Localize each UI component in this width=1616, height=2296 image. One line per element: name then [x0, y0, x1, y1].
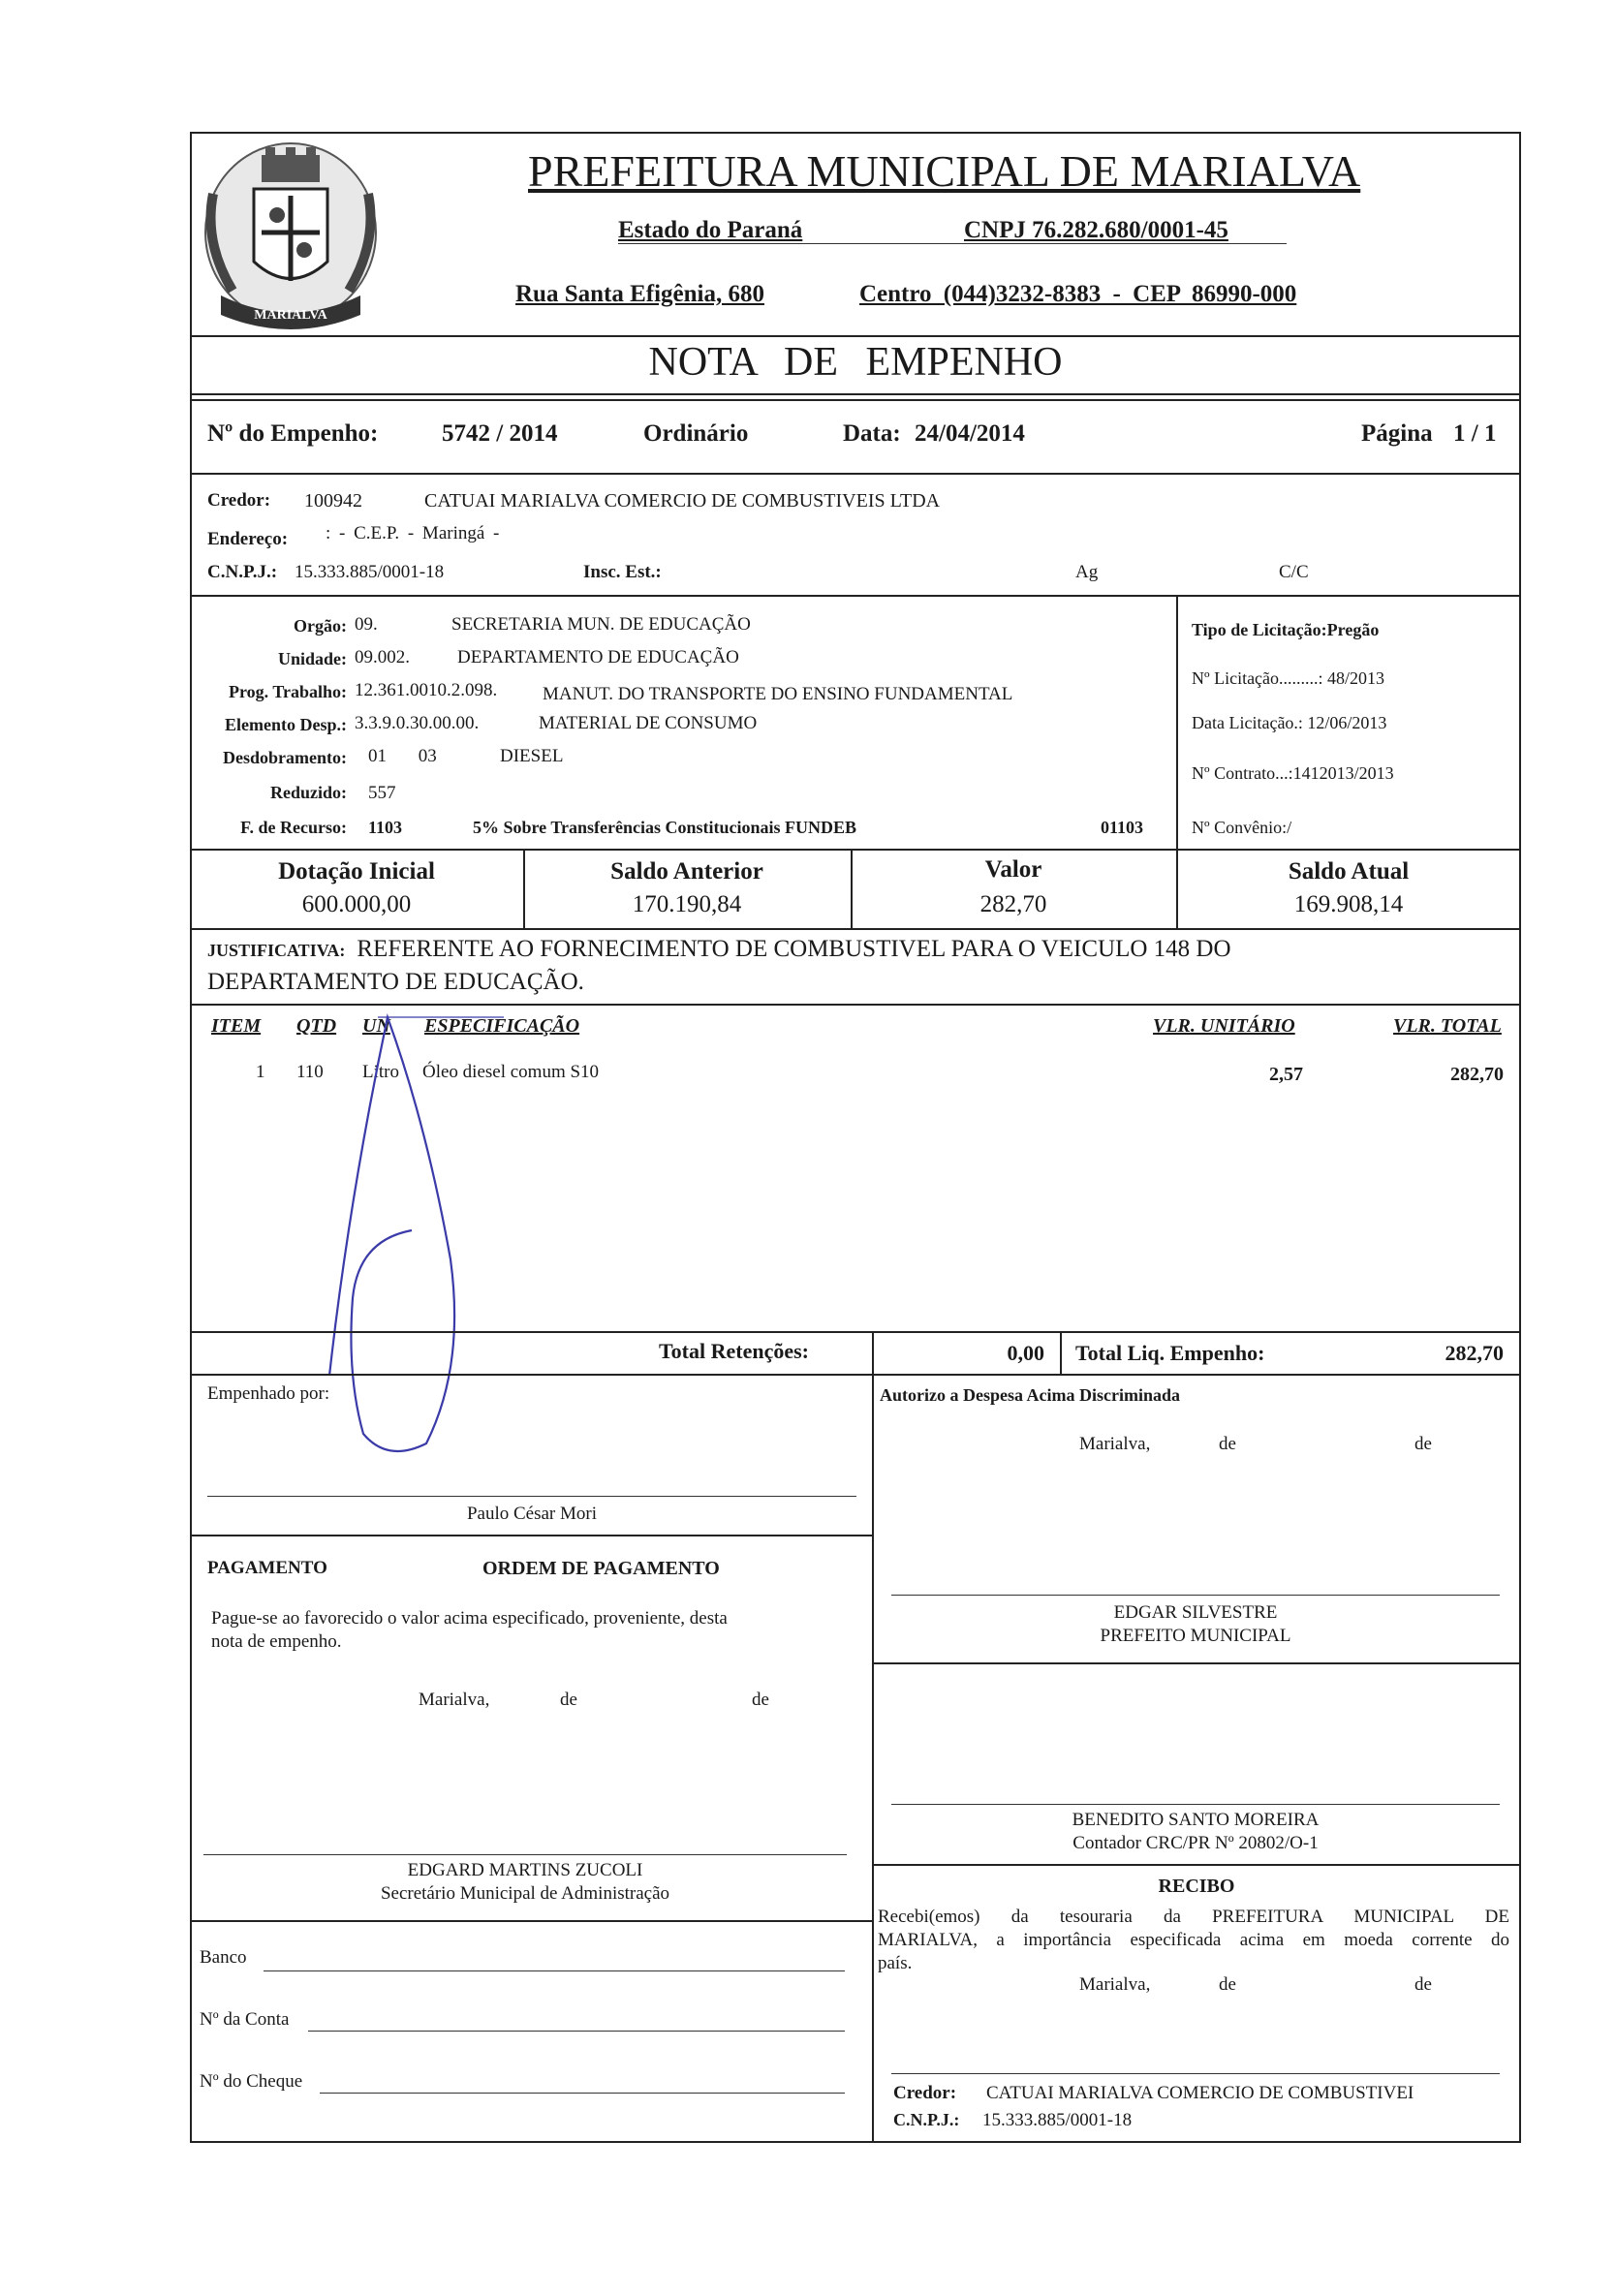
total-retencoes-value: 0,00 [1007, 1341, 1044, 1365]
unidade-label: Unidade: [277, 649, 347, 668]
recibo-signature-line [891, 2073, 1500, 2074]
state-name: Estado do Paraná [618, 217, 803, 243]
recibo-cnpj-label: C.N.P.J.: [893, 2110, 960, 2129]
saldo-anterior-value: 170.190,84 [632, 891, 742, 917]
col-header-item: ITEM [211, 1015, 262, 1037]
empenhado-label: Empenhado por: [207, 1383, 330, 1404]
credor-address-label: Endereço: [207, 529, 289, 549]
banco-field[interactable] [264, 1970, 845, 1971]
municipality-title: PREFEITURA MUNICIPAL DE MARIALVA [528, 146, 1361, 196]
secretario-name: EDGARD MARTINS ZUCOLI [407, 1860, 643, 1880]
divider-recibo [872, 1864, 1521, 1866]
saldo-atual-value: 169.908,14 [1293, 891, 1404, 917]
credor-label: Credor: [207, 490, 271, 511]
elemento-label: Elemento Desp.: [225, 715, 347, 734]
empenhado-signature-line [207, 1496, 856, 1497]
divider-items [190, 1331, 1521, 1333]
conta-label: Nº da Conta [200, 2009, 290, 2030]
crest-logo [194, 136, 388, 339]
divider-contador [872, 1662, 1521, 1664]
empenho-date: 24/04/2014 [915, 420, 1025, 447]
recibo-city: Marialva, [1079, 1974, 1151, 1995]
credor-code: 100942 [304, 490, 362, 512]
justificativa-line-2: DEPARTAMENTO DE EDUCAÇÃO. [207, 969, 584, 995]
pague-line-2: nota de empenho. [211, 1631, 342, 1652]
empenho-date-label: Data: [843, 420, 901, 447]
licitacao-convenio: Nº Convênio:/ [1192, 818, 1292, 837]
divider-licitacao-v [1176, 595, 1178, 851]
orgao-code: 09. [355, 614, 378, 635]
pagamento-de-2: de [752, 1690, 769, 1710]
recibo-label: RECIBO [1158, 1876, 1235, 1897]
item-qty: 110 [296, 1062, 324, 1082]
recibo-cnpj: 15.333.885/0001-18 [982, 2110, 1133, 2130]
reduzido-label: Reduzido: [269, 783, 347, 802]
elemento-name: MATERIAL DE CONSUMO [539, 713, 758, 733]
contador-name: BENEDITO SANTO MOREIRA [1072, 1810, 1320, 1830]
municipality-address: Rua Santa Efigênia, 680 [515, 281, 764, 307]
autorizo-label: Autorizo a Despesa Acima Discriminada [880, 1385, 1180, 1405]
banco-label: Banco [200, 1947, 247, 1968]
prefeito-role: PREFEITO MUNICIPAL [1100, 1626, 1291, 1646]
licitacao-data: Data Licitação.: 12/06/2013 [1192, 713, 1387, 732]
credor-name: CATUAI MARIALVA COMERCIO DE COMBUSTIVEIS LTDA [424, 490, 941, 512]
col-header-qtd: QTD [296, 1015, 337, 1037]
licitacao-numero: Nº Licitação.........: 48/2013 [1192, 668, 1385, 688]
recurso-label: F. de Recurso: [240, 818, 347, 837]
empenho-number: 5742 / 2014 [442, 420, 558, 447]
divider-justificativa [190, 1004, 1521, 1006]
empenhado-name: Paulo César Mori [466, 1504, 598, 1524]
justificativa-label: JUSTIFICATIVA: [207, 941, 346, 960]
saldo-atual-label: Saldo Atual [1288, 858, 1410, 884]
conta-field[interactable] [308, 2031, 845, 2032]
credor-cnpj-label: C.N.P.J.: [207, 562, 278, 582]
desdobramento-code: 01 03 [368, 746, 437, 766]
municipality-cnpj: CNPJ 76.282.680/0001-45 [964, 217, 1228, 243]
divider-classification [190, 849, 1521, 851]
prefeito-name: EDGAR SILVESTRE [1113, 1602, 1278, 1623]
divider-totals-1 [872, 1331, 874, 1374]
cheque-field[interactable] [320, 2093, 845, 2094]
cheque-label: Nº do Cheque [200, 2071, 303, 2092]
credor-address: : - C.E.P. - Maringá - [326, 523, 500, 543]
recibo-de-2: de [1414, 1974, 1432, 1995]
col-header-un: UN [362, 1015, 390, 1037]
contador-role: Contador CRC/PR Nº 20802/O-1 [1072, 1833, 1319, 1853]
divider-totals-2 [1060, 1331, 1062, 1374]
document-title: NOTA DE EMPENHO [648, 340, 1063, 385]
recibo-credor-label: Credor: [893, 2083, 957, 2103]
divider-values [190, 928, 1521, 930]
item-total-value: 282,70 [1450, 1064, 1504, 1085]
item-unit: Litro [362, 1062, 399, 1082]
desdobramento-label: Desdobramento: [223, 748, 347, 767]
justificativa-line-1: REFERENTE AO FORNECIMENTO DE COMBUSTIVEL PARA O VEICULO 148 DO [357, 936, 1231, 962]
empenho-type: Ordinário [643, 420, 749, 447]
secretario-signature-line [203, 1854, 847, 1855]
unidade-name: DEPARTAMENTO DE EDUCAÇÃO [457, 647, 739, 667]
total-liq-label: Total Liq. Empenho: [1075, 1341, 1265, 1365]
justificativa-block [207, 936, 1506, 963]
valor-label: Valor [984, 856, 1042, 883]
divider-header [190, 335, 1521, 337]
col-header-unit-value: VLR. UNITÁRIO [1153, 1015, 1295, 1037]
cc-label: C/C [1279, 562, 1309, 582]
secretario-role: Secretário Municipal de Administração [380, 1883, 670, 1904]
divider-lower-v [872, 1374, 874, 2143]
autorizo-city: Marialva, [1079, 1434, 1151, 1454]
recibo-line-3: país. [878, 1953, 913, 1973]
divider-pagamento [190, 1535, 872, 1536]
item-spec: Óleo diesel comum S10 [422, 1062, 600, 1082]
recibo-credor-name: CATUAI MARIALVA COMERCIO DE COMBUSTIVEI [986, 2083, 1414, 2103]
total-liq-value: 282,70 [1445, 1341, 1504, 1365]
recurso-code-2: 01103 [1101, 818, 1144, 837]
orgao-label: Orgão: [294, 616, 347, 636]
item-unit-value: 2,57 [1269, 1064, 1303, 1085]
licitacao-contrato: Nº Contrato...:1412013/2013 [1192, 763, 1394, 783]
autorizo-de-1: de [1219, 1434, 1236, 1454]
divider-totals [190, 1374, 1521, 1376]
reduzido-value: 557 [368, 783, 396, 803]
prog-label: Prog. Trabalho: [228, 682, 347, 701]
municipality-contact: Centro (044)3232-8383 - CEP 86990-000 [859, 281, 1297, 307]
insc-est-label: Insc. Est.: [583, 562, 662, 582]
saldo-anterior-label: Saldo Anterior [610, 858, 763, 884]
pagamento-label: PAGAMENTO [207, 1558, 327, 1578]
divider-credor [190, 595, 1521, 597]
prog-code: 12.361.0010.2.098. [355, 680, 498, 700]
total-retencoes-label: Total Retenções: [659, 1339, 809, 1363]
header-underline [618, 243, 1287, 244]
autorizo-de-2: de [1414, 1434, 1432, 1454]
ag-label: Ag [1075, 562, 1099, 582]
licitacao-tipo: Tipo de Licitação:Pregão [1192, 620, 1380, 639]
divider-banco [190, 1920, 872, 1922]
col-header-total-value: VLR. TOTAL [1393, 1015, 1502, 1037]
item-number: 1 [256, 1062, 265, 1082]
divider-empenho [190, 473, 1521, 475]
divider-title [190, 393, 1521, 395]
page-number: 1 / 1 [1453, 420, 1497, 447]
dotacao-value: 600.000,00 [301, 891, 412, 917]
recibo-de-1: de [1219, 1974, 1236, 1995]
recurso-name: 5% Sobre Transferências Constitucionais FUNDEB [473, 818, 857, 837]
handwritten-check-mark [320, 1008, 533, 1473]
dotacao-label: Dotação Inicial [278, 858, 435, 884]
crest-banner-text: MARIALVA [254, 308, 327, 323]
desdobramento-name: DIESEL [500, 746, 564, 766]
empenho-number-label: Nº do Empenho: [207, 420, 379, 447]
page-label: Página [1361, 420, 1433, 447]
prog-name: MANUT. DO TRANSPORTE DO ENSINO FUNDAMENTAL [543, 684, 1013, 704]
recibo-line-1: Recebi(emos) da tesouraria da PREFEITURA MUNICIPAL DE [878, 1907, 1509, 1927]
credor-cnpj: 15.333.885/0001-18 [295, 562, 445, 582]
unidade-code: 09.002. [355, 647, 410, 667]
prefeito-signature-line [891, 1595, 1500, 1596]
divider-title-2 [190, 399, 1521, 401]
orgao-name: SECRETARIA MUN. DE EDUCAÇÃO [451, 614, 751, 635]
recibo-line-2: MARIALVA, a importância especificada acima em moeda corrente do [878, 1930, 1509, 1950]
valor-value: 282,70 [979, 891, 1047, 917]
elemento-code: 3.3.9.0.30.00.00. [355, 713, 480, 733]
recurso-code: 1103 [368, 818, 403, 837]
col-header-spec: ESPECIFICAÇÃO [424, 1015, 580, 1037]
contador-signature-line [891, 1804, 1500, 1805]
pagamento-de-1: de [560, 1690, 577, 1710]
pague-line-1: Pague-se ao favorecido o valor acima especificado, proveniente, desta [211, 1608, 728, 1629]
pagamento-city: Marialva, [419, 1690, 490, 1710]
ordem-pagamento-label: ORDEM DE PAGAMENTO [482, 1558, 720, 1579]
